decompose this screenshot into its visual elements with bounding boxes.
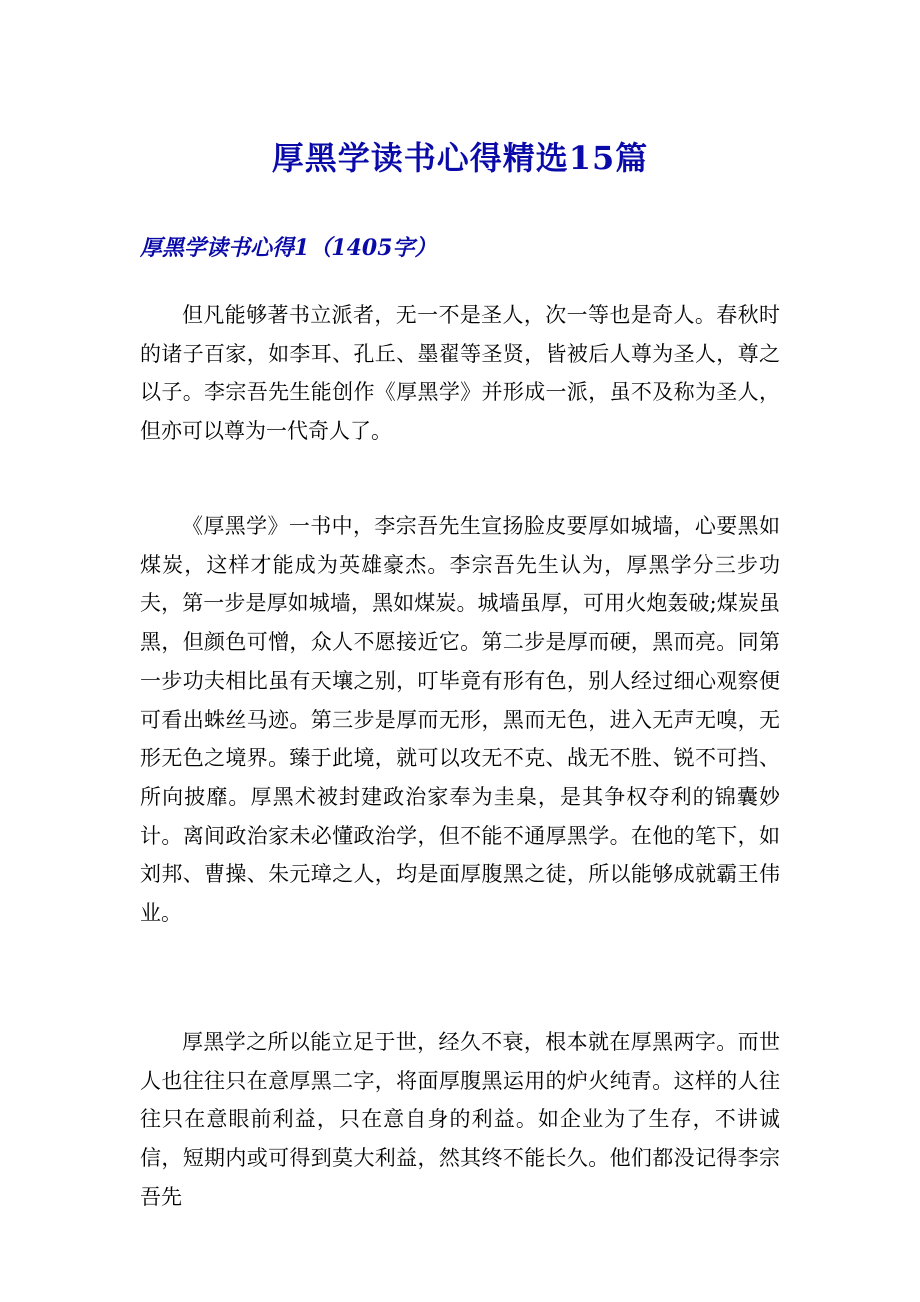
paragraph-1: 但凡能够著书立派者，无一不是圣人，次一等也是奇人。春秋时的诸子百家，如李耳、孔丘、墨翟等圣贤，皆被后人尊为圣人，尊之以子。李宗吾先生能创作《厚黑学》并形成一派，虽不及称为圣人，但亦可以尊为一代奇人了。 (140, 303, 780, 444)
document-title: 厚黑学读书心得精选15篇 (271, 139, 649, 177)
section-heading: 厚黑学读书心得1（1405字） (140, 235, 437, 261)
paragraph-3: 厚黑学之所以能立足于世，经久不衰，根本就在厚黑两字。而世人也往往只在意厚黑二字，将面厚腹黑运用的炉火纯青。这样的人往往只在意眼前利益，只在意自身的利益。如企业为了生存，不讲诚信，短期内或可得到莫大利益，然其终不能长久。他们都没记得李宗吾先 (140, 1030, 780, 1209)
paragraph-2: 《厚黑学》一书中，李宗吾先生宣扬脸皮要厚如城墙，心要黑如煤炭，这样才能成为英雄豪杰。李宗吾先生认为，厚黑学分三步功夫，第一步是厚如城墙，黑如煤炭。城墙虽厚，可用火炮轰破;煤炭虽黑，但颜色可憎，众人不愿接近它。第二步是厚而硬，黑而亮。同第一步功夫相比虽有天壤之别，叮毕竟有形有色，别人经过细心观察便可看出蛛丝马迹。第三步是厚而无形，黑而无色，进入无声无嗅，无形无色之境界。臻于此境，就可以攻无不克、战无不胜、锐不可挡、所向披靡。厚黑术被封建政治家奉为圭臬，是其争权夺利的锦囊妙计。离间政治家未必懂政治学，但不能不通厚黑学。在他的笔下，如刘邦、曹操、朱元璋之人，均是面厚腹黑之徒，所以能够成就霸王伟业。 (140, 514, 780, 926)
